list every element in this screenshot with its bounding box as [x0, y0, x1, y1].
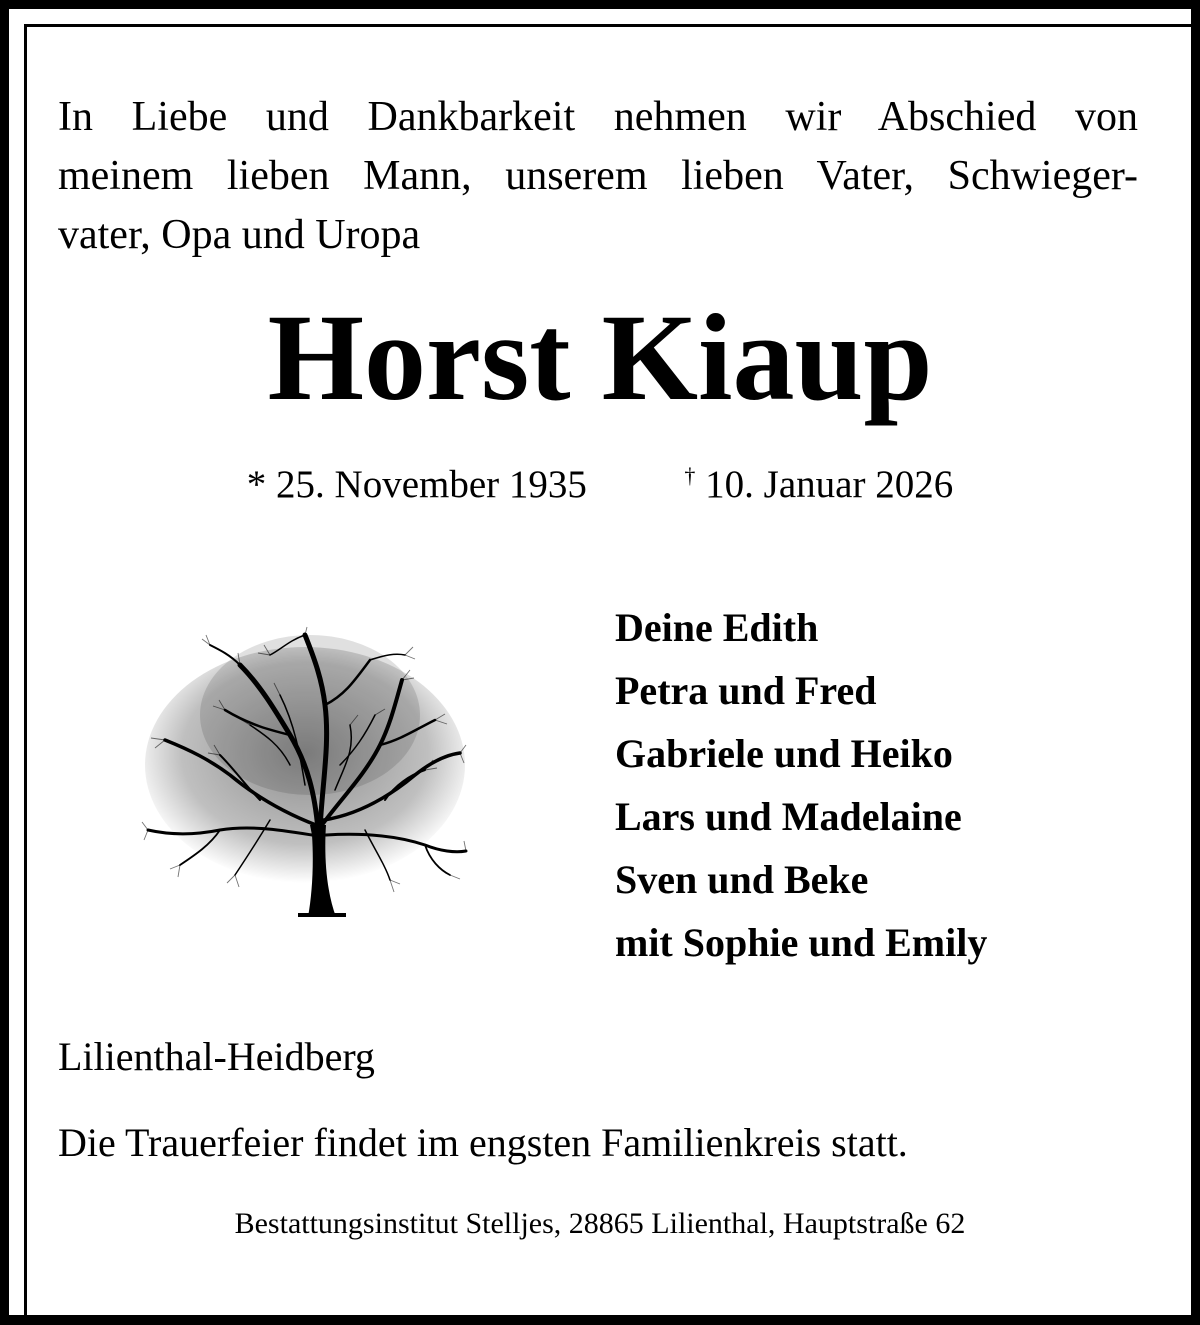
deceased-name: Horst Kiaup — [267, 289, 933, 426]
place: Lilienthal-Heidberg — [58, 1034, 375, 1079]
life-dates — [0, 460, 1200, 510]
intro-line-2: meinem lieben Mann, unserem lieben Vater, Schwieger- — [58, 153, 1138, 199]
death-date: 10. Januar 2026 — [705, 463, 954, 506]
undertaker-info: Bestattungsinstitut Stelljes, 28865 Lilienthal, Hauptstraße 62 — [234, 1207, 966, 1240]
mourner-line: Sven und Beke — [615, 857, 869, 902]
mourner-line: Deine Edith — [615, 605, 819, 650]
mourner-line: Lars und Madelaine — [615, 794, 962, 839]
birth-symbol: * — [246, 463, 267, 506]
ceremony-note: Die Trauerfeier findet im engsten Familienkreis statt. — [58, 1120, 908, 1165]
tree-icon — [140, 625, 470, 920]
mourner-line: Petra und Fred — [615, 668, 877, 713]
birth-date: 25. November 1935 — [276, 463, 587, 506]
mourner-line: mit Sophie und Emily — [615, 920, 988, 965]
intro-text — [58, 88, 1138, 265]
intro-line-1: In Liebe und Dankbarkeit nehmen wir Abschied von — [58, 94, 1138, 140]
intro-line-3: vater, Opa und Uropa — [58, 212, 421, 258]
mourners-list — [615, 596, 987, 974]
death-dagger-icon: † — [684, 463, 696, 488]
mourner-line: Gabriele und Heiko — [615, 731, 953, 776]
